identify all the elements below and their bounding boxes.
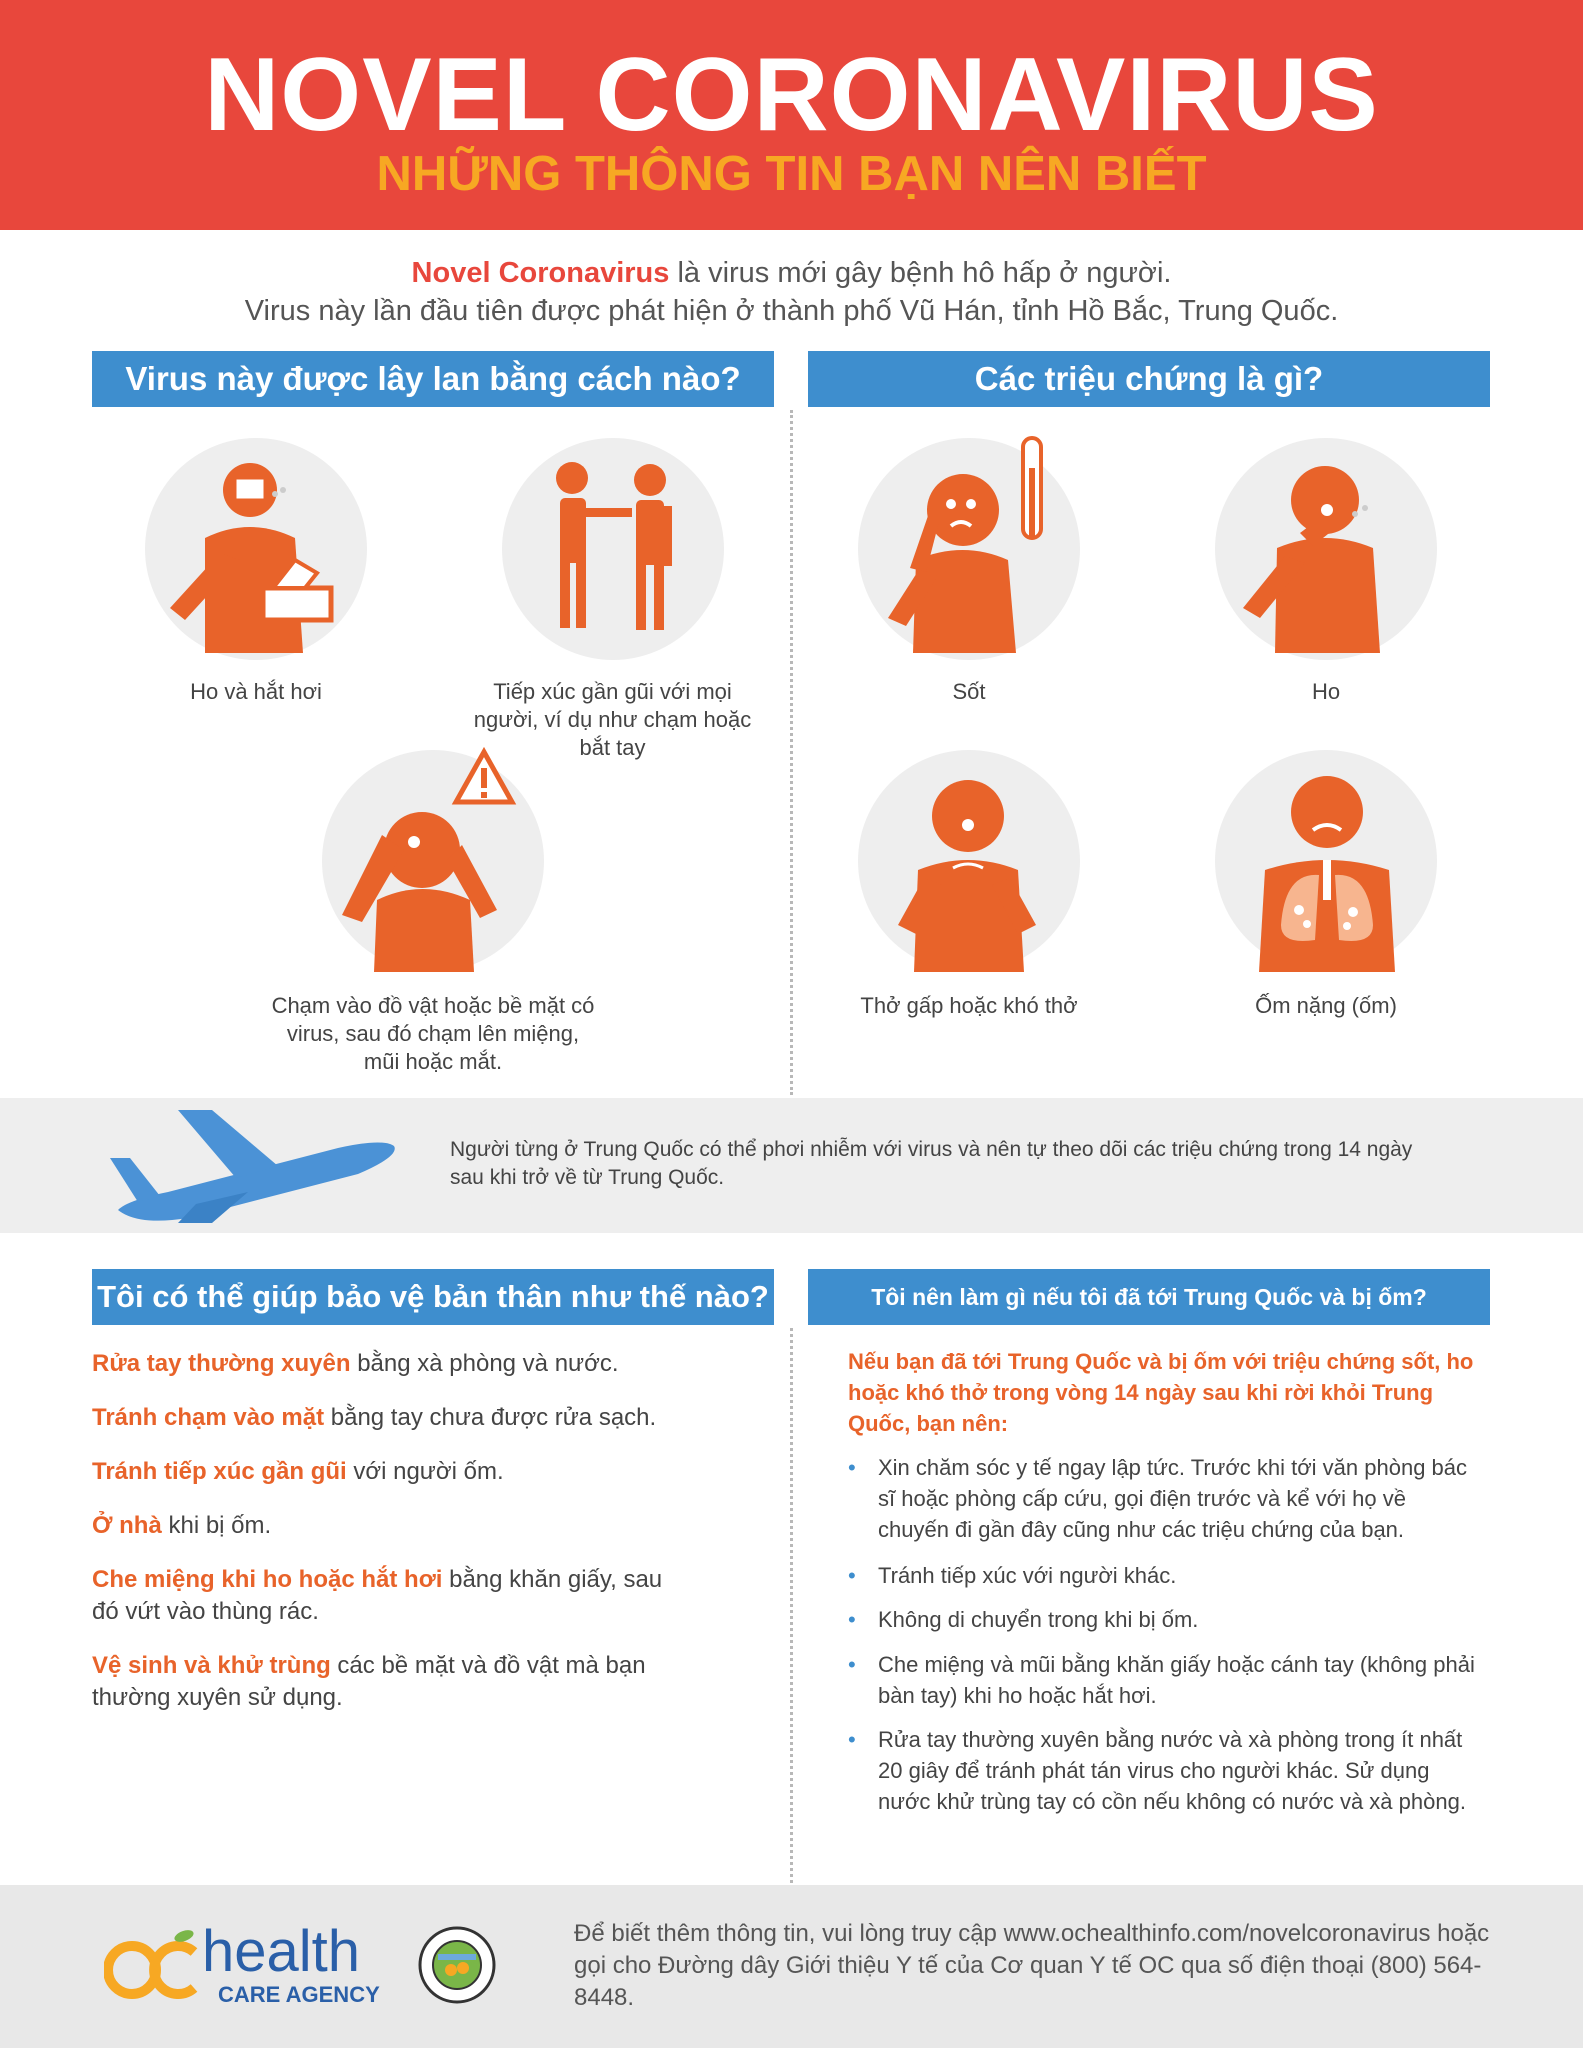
lungs-icon [1215,750,1437,972]
county-seal-icon [418,1926,496,2004]
logo-oc-text [104,1922,105,1923]
column-divider-bottom [790,1328,793,1883]
protect-tip: Tránh tiếp xúc gần gũi với người ốm. [92,1458,504,1485]
intro-text [0,254,1583,330]
protect-tip: Tránh chạm vào mặt bằng tay chưa được rửa sạch. [92,1404,657,1431]
airplane-icon [108,1108,408,1223]
logo-health-text: health [202,1919,361,1984]
symptom-caption-3: Thở gấp hoặc khó thở [860,993,1078,1018]
spread-heading: Virus này được lây lan bằng cách nào? [92,351,774,407]
symptom-caption-1: Sốt [952,679,986,704]
spread-caption-2: Tiếp xúc gần gũi với mọi người, ví dụ như chạm hoặc bắt tay [473,679,752,760]
protect-tip: Vệ sinh và khử trùng các bề mặt và đồ vật mà bạn thường xuyên sử dụng. [92,1652,646,1711]
todo-heading: Tôi nên làm gì nếu tôi đã tới Trung Quốc và bị ốm? [808,1269,1490,1325]
touching-face-icon [322,750,544,972]
cough-icon [1215,438,1437,660]
todo-bullet: • Che miệng và mũi bằng khăn giấy hoặc cánh tay (không phải bàn tay) khi ho hoặc hắt hơi. [848,1652,1475,1708]
todo-lead: Nếu bạn đã tới Trung Quốc và bị ốm với triệu chứng sốt, ho hoặc khó thở trong vòng 14 ngày sau khi rời khỏi Trung Quốc, bạn nên: [848,1349,1474,1436]
page-subtitle: NHỮNG THÔNG TIN BẠN NÊN BIẾT [376,147,1207,201]
todo-bullet: • Tránh tiếp xúc với người khác. [848,1563,1177,1588]
fever-icon [858,438,1080,660]
protect-tip: Ở nhà khi bị ốm. [92,1512,272,1539]
protect-tip: Rửa tay thường xuyên bằng xà phòng và nước. [92,1350,619,1377]
todo-bullet: • Xin chăm sóc y tế ngay lập tức. Trước khi tới văn phòng bác sĩ hoặc phòng cấp cứu, gọi điện trước và kể với họ về chuyến đi gần đây cũng như các triệu chứng của bạn. [848,1455,1468,1542]
handshake-icon [502,438,724,660]
todo-bullet: • Không di chuyển trong khi bị ốm. [848,1607,1199,1632]
symptom-caption-2: Ho [1311,679,1341,704]
symptom-caption-4: Ốm nặng (ốm) [1255,993,1397,1018]
intro-line1: là virus mới gây bệnh hô hấp ở người. [669,257,1172,289]
travel-text: Người từng ở Trung Quốc có thể phơi nhiễm với virus và nên tự theo dõi các triệu chứng trong 14 ngày sau khi trở về từ Trung Quốc. [450,1138,1413,1189]
todo-bullet: • Rửa tay thường xuyên bằng nước và xà phòng trong ít nhất 20 giây để tránh phát tán virus cho người khác. Sử dụng nước khử trùng tay có cồn nếu không có nước và xà phòng. [848,1727,1466,1814]
logo-agency-text: CARE AGENCY [218,1982,380,2007]
symptoms-heading: Các triệu chứng là gì? [808,351,1490,407]
column-divider-top [790,410,793,1095]
coughing-person-icon [145,438,367,660]
shortness-of-breath-icon [858,750,1080,972]
protect-tip: Che miệng khi ho hoặc hắt hơi bằng khăn giấy, sau đó vứt vào thùng rác. [92,1566,663,1625]
intro-line2: Virus này lần đầu tiên được phát hiện ở thành phố Vũ Hán, tỉnh Hồ Bắc, Trung Quốc. [244,295,1339,327]
page-title: NOVEL CORONAVIRUS [204,37,1379,153]
footer-info: Để biết thêm thông tin, vui lòng truy cập www.ochealthinfo.com/novelcoronavirus hoặc gọi cho Đường dây Giới thiệu Y tế của Cơ quan Y tế OC qua số điện thoại (800) 564-8448. [574,1920,1490,2011]
spread-caption-3: Chạm vào đồ vật hoặc bề mặt có virus, sau đó chạm lên miệng, mũi hoặc mắt. [271,993,595,1074]
intro-highlight: Novel Coronavirus [411,257,670,289]
spread-caption-1: Ho và hắt hơi [190,679,322,704]
oc-health-logo [104,1919,424,2012]
protect-heading: Tôi có thể giúp bảo vệ bản thân như thế nào? [92,1269,774,1325]
